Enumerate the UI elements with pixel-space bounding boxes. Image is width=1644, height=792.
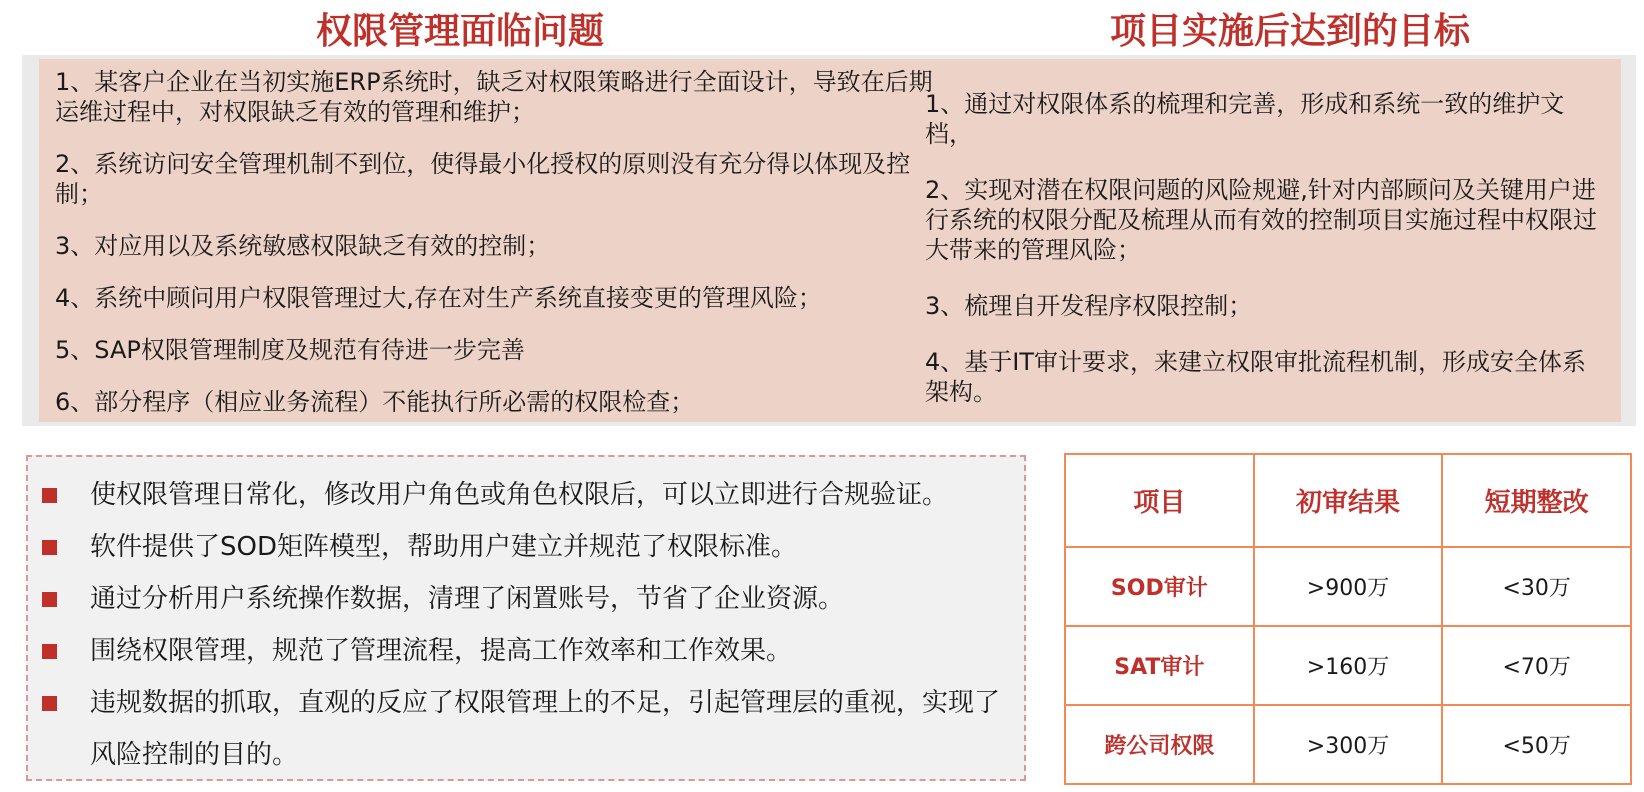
benefit-item: [42, 677, 1024, 781]
benefits-box: [26, 455, 1026, 781]
table-row-label: 跨公司权限: [1065, 705, 1254, 784]
benefit-item: [42, 521, 1024, 573]
table-cell: >900万: [1254, 547, 1443, 626]
table-row: [1065, 626, 1631, 705]
table-row-label: SOD审计: [1065, 547, 1254, 626]
problems-goals-panel-inner: [39, 59, 1621, 422]
benefit-text: 围绕权限管理，规范了管理流程，提高工作效率和工作效果。: [90, 636, 793, 666]
table-header-cell: 项目: [1065, 454, 1254, 547]
goal-item: 4、基于IT审计要求，来建立权限审批流程机制，形成安全体系架构。: [925, 348, 1587, 406]
problem-item: 6、部分程序（相应业务流程）不能执行所必需的权限检查；: [55, 388, 695, 416]
goal-item: 1、通过对权限体系的梳理和完善，形成和系统一致的维护文档，: [925, 90, 1565, 148]
benefit-item: [42, 469, 1024, 521]
table-header-cell: 短期整改: [1442, 454, 1631, 547]
problems-goals-panel: [22, 55, 1636, 426]
table-cell: <30万: [1442, 547, 1631, 626]
benefit-text: 通过分析用户系统操作数据，清理了闲置账号，节省了企业资源。: [90, 584, 845, 614]
table-row: [1065, 705, 1631, 784]
problem-item: 2、系统访问安全管理机制不到位，使得最小化授权的原则没有充分得以体现及控制；: [55, 150, 911, 208]
benefit-text: 违规数据的抓取，直观的反应了权限管理上的不足，引起管理层的重视，实现了风险控制的目的。: [90, 688, 1001, 770]
audit-result-table: [1064, 453, 1632, 785]
square-bullet-icon: [42, 644, 57, 659]
square-bullet-icon: [42, 540, 57, 555]
benefits-list: [28, 457, 1024, 781]
benefit-text: 使权限管理日常化，修改用户角色或角色权限后，可以立即进行合规验证。: [90, 480, 949, 510]
problem-item: 5、SAP权限管理制度及规范有待进一步完善: [55, 336, 525, 364]
benefit-text: 软件提供了SOD矩阵模型，帮助用户建立并规范了权限标准。: [90, 532, 797, 562]
goal-item: 2、实现对潜在权限问题的风险规避,针对内部顾问及关键用户进行系统的权限分配及梳理从而有效的控制项目实施过程中权限过大带来的管理风险；: [925, 176, 1597, 264]
goals-heading: 项目实施后达到的目标: [1109, 11, 1470, 52]
benefit-item: [42, 625, 1024, 677]
goals-list: [925, 89, 1605, 433]
goal-item: 3、梳理自开发程序权限控制；: [925, 292, 1253, 320]
table-row: [1065, 547, 1631, 626]
table-cell: >160万: [1254, 626, 1443, 705]
problem-item: 4、系统中顾问用户权限管理过大,存在对生产系统直接变更的管理风险；: [55, 284, 822, 312]
table-cell: <50万: [1442, 705, 1631, 784]
square-bullet-icon: [42, 696, 57, 711]
problems-heading: 权限管理面临问题: [315, 11, 604, 52]
problem-item: 3、对应用以及系统敏感权限缺乏有效的控制；: [55, 232, 551, 260]
problems-list: [55, 67, 933, 439]
square-bullet-icon: [42, 488, 57, 503]
square-bullet-icon: [42, 592, 57, 607]
table-cell: >300万: [1254, 705, 1443, 784]
table-cell: <70万: [1442, 626, 1631, 705]
benefit-item: [42, 573, 1024, 625]
table-header-row: [1065, 454, 1631, 547]
problem-item: 1、某客户企业在当初实施ERP系统时，缺乏对权限策略进行全面设计，导致在后期运维过程中，对权限缺乏有效的管理和维护；: [55, 68, 933, 126]
table-row-label: SAT审计: [1065, 626, 1254, 705]
table-header-cell: 初审结果: [1254, 454, 1443, 547]
